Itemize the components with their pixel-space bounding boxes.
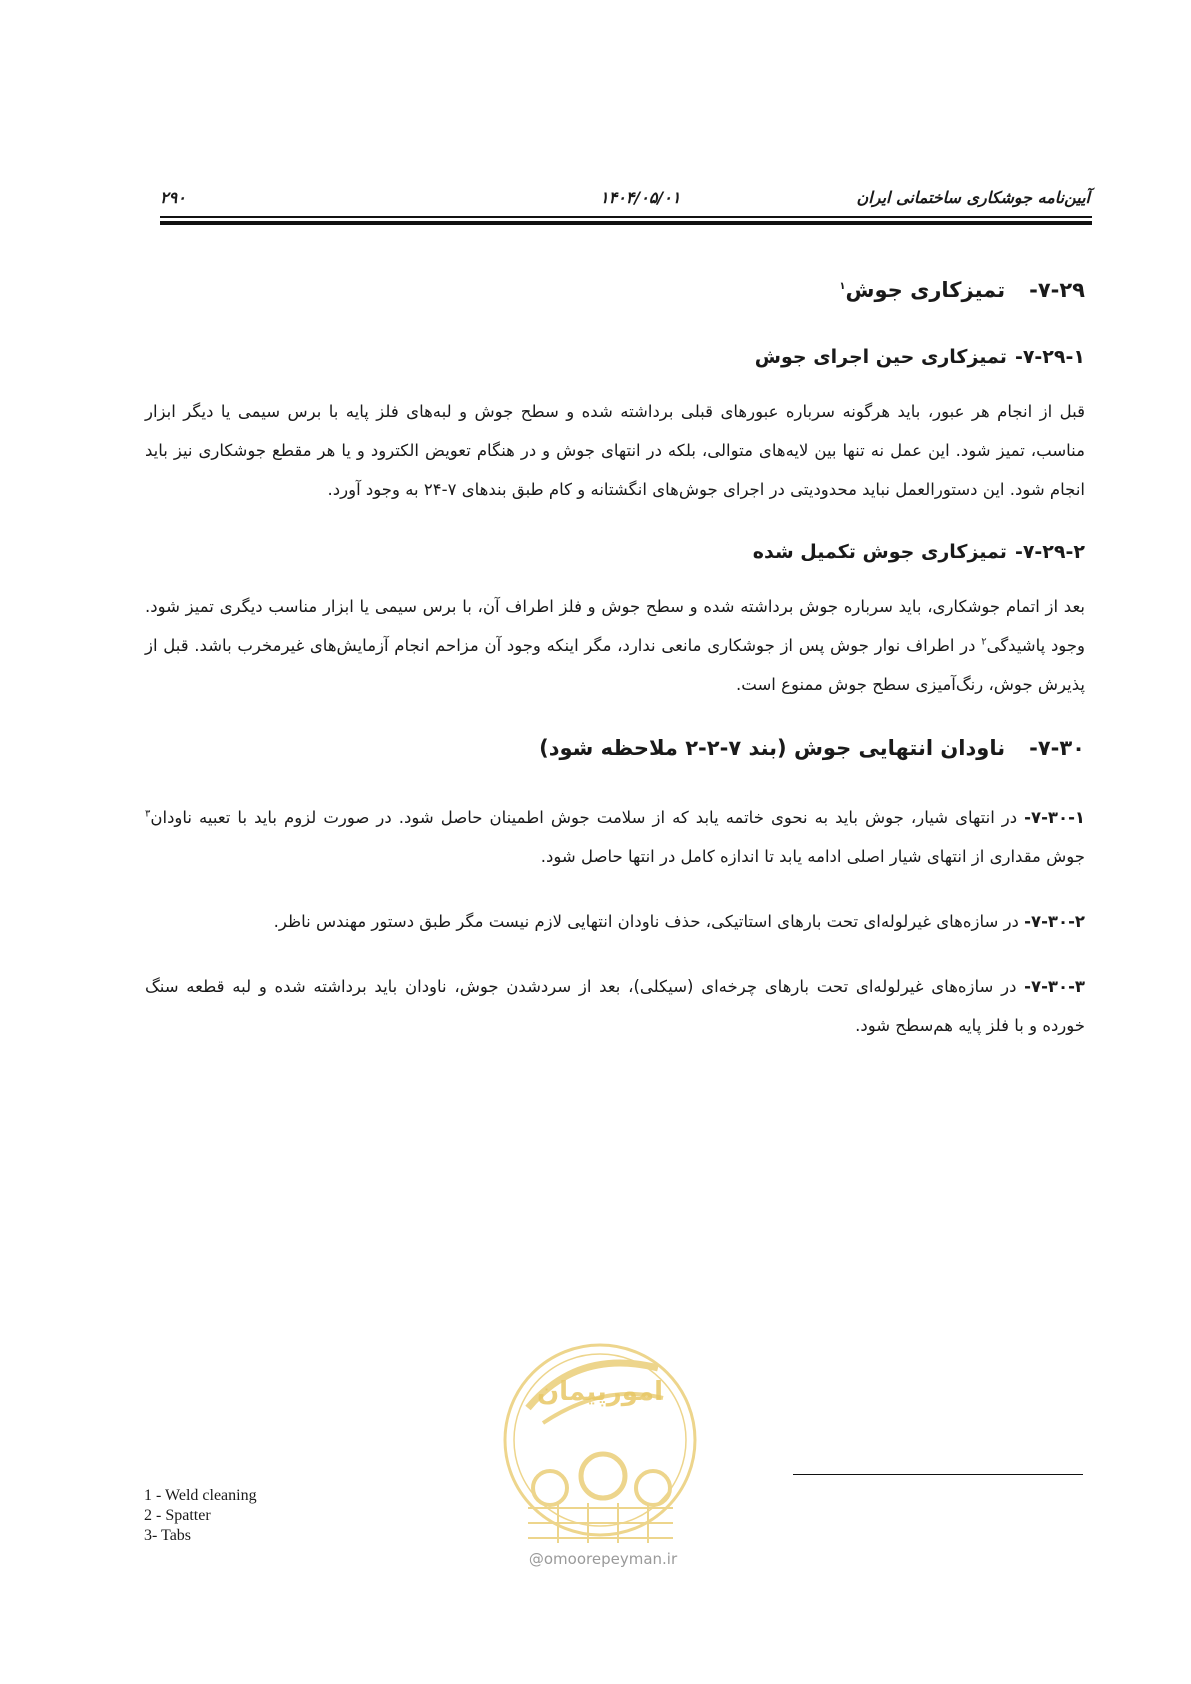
list-item: [145, 967, 1085, 1045]
page-content: [145, 278, 1085, 1071]
header-date: ۱۴۰۴/۰۵/۰۱: [600, 188, 681, 207]
item-30-2-number: ۷-۳۰-۲-: [1024, 912, 1085, 931]
footnote-2: 2 - Spatter: [144, 1507, 211, 1524]
subsection-29-1-number: ۷-۲۹-۱-: [1014, 346, 1085, 368]
gear-icon: [581, 1454, 625, 1498]
item-30-1-number: ۷-۳۰-۱-: [1024, 808, 1085, 827]
footnote-3: 3- Tabs: [144, 1527, 192, 1544]
section-30-number: ۷-۳۰-: [1029, 736, 1085, 760]
item-30-3-number: ۷-۳۰-۳-: [1024, 977, 1085, 996]
section-29-title: تمیزکاری جوش: [845, 278, 1006, 302]
footnote-ref-2: ۲: [981, 636, 987, 648]
grid-icon: [528, 1503, 673, 1543]
subsection-29-1-heading: [145, 346, 1085, 374]
watermark-site: @omoorepeyman.ir: [528, 1550, 678, 1568]
subsection-29-2-number: ۷-۲۹-۲-: [1014, 541, 1085, 563]
section-29-heading: [145, 278, 1085, 310]
footnote-1: 1 - Weld cleaning: [144, 1487, 257, 1504]
watermark-ring: [505, 1345, 695, 1535]
header-rule-thin: [160, 216, 1092, 218]
header-rule-thick: [160, 221, 1092, 225]
subsection-29-2-heading: [145, 541, 1085, 569]
footnotes: [144, 1486, 444, 1546]
item-30-3-text: در سازه‌های غیرلوله‌ای تحت بارهای چرخه‌ای (سیکلی)، بعد از سردشدن جوش، ناودان باید برداشته شده و لبه قطعه سنگ خورده و با فلز پایه هم‌سطح شود.: [145, 977, 1085, 1035]
subsection-29-2-text-a: بعد از اتمام جوشکاری، باید سرباره جوش برداشته شده و سطح جوش و فلز اطراف آن، با برس سیمی یا ابزار مناسب دیگری تمیز شود. وجود پاشیدگی: [145, 597, 1085, 655]
footnote-ref-1: ۱: [839, 281, 846, 292]
page-number: ۲۹۰: [160, 188, 186, 207]
section-30-title: ناودان انتهایی جوش (بند ۷-۲-۲ ملاحظه شود): [539, 736, 1006, 760]
gear-icon-right: [636, 1471, 670, 1505]
subsection-29-2-title: تمیزکاری جوش تکمیل شده: [752, 541, 1007, 563]
subsection-29-1-title: تمیزکاری حین اجرای جوش: [754, 346, 1007, 368]
list-item: [145, 798, 1085, 876]
watermark-logo-text: امورپیمان: [536, 1377, 664, 1407]
section-29-number: ۷-۲۹-: [1029, 278, 1085, 302]
item-30-2-text: در سازه‌های غیرلوله‌ای تحت بارهای استاتیکی، حذف ناودان انتهایی لازم نیست مگر طبق دستور مهندس ناظر.: [273, 912, 1019, 931]
subsection-29-2-text: [145, 587, 1085, 704]
running-header: [160, 186, 1090, 214]
item-30-1-text-b: جوش مقداری از انتهای شیار اصلی ادامه یابد تا اندازه کامل در انتها حاصل شود.: [540, 847, 1085, 866]
book-title: آیین‌نامه جوشکاری ساختمانی ایران: [856, 188, 1090, 207]
item-30-1-text-a: در انتهای شیار، جوش باید به نحوی خاتمه یابد که از سلامت جوش اطمینان حاصل شود. در صورت لزوم باید با تعبیه ناودان: [150, 808, 1018, 827]
subsection-29-2-text-b: در اطراف نوار جوش پس از جوشکاری مانعی ندارد، مگر اینکه وجود آن مزاحم انجام آزمایش‌های غیرمخرب باشد. قبل از پذیرش جوش، رنگ‌آمیزی سطح جوش ممنوع است.: [145, 636, 1085, 694]
footnote-ref-3: ۳: [145, 808, 151, 820]
gear-icon-left: [533, 1471, 567, 1505]
list-item: [145, 902, 1085, 941]
subsection-29-1-text: قبل از انجام هر عبور، باید هرگونه سرباره عبورهای قبلی برداشته شده و سطح جوش و لبه‌های فلز پایه با برس سیمی یا دیگر ابزار مناسب، تمیز شود. این عمل نه تنها بین لایه‌های متوالی، بلکه در انتهای جوش و در هنگام تعویض الکترود و یا هر مقطع جوشکاری نیز باید انجام شود. این دستورالعمل نباید محدودیتی در اجرای جوش‌های انگشتانه و کام طبق بندهای ۷-۲۴ به وجود آورد.: [145, 402, 1085, 499]
section-30-heading: [145, 736, 1085, 768]
watermark-logo: [488, 1328, 718, 1573]
footnote-rule: [793, 1474, 1083, 1475]
